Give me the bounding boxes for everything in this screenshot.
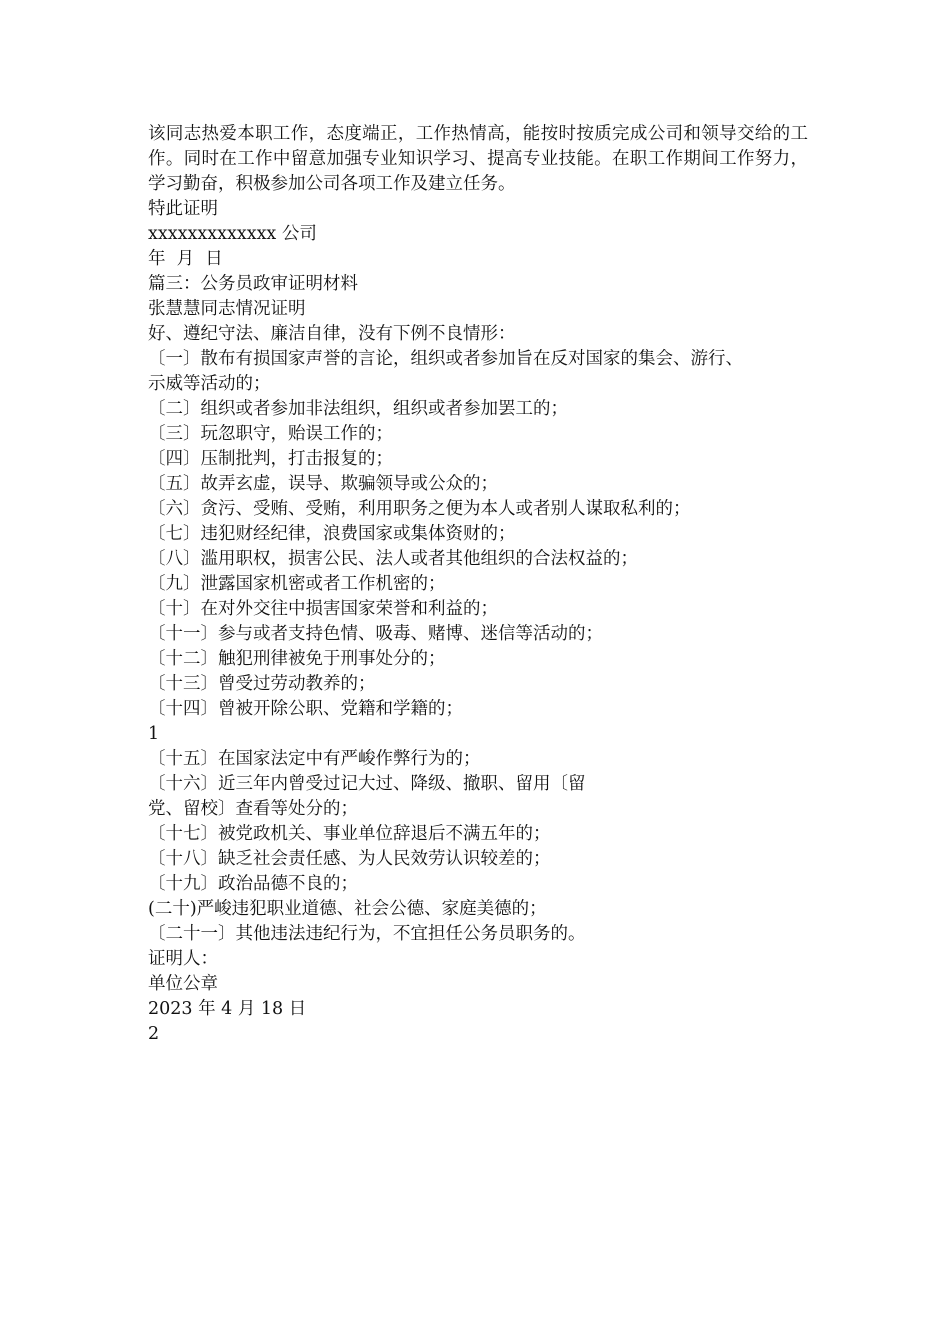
intro-paragraph: 该同志热爱本职工作，态度端正，工作热情高，能按时按质完成公司和领导交给的工作。同时在工作中留意加强专业知识学习、提高专业技能。在职工作期间工作努力，学习勤奋，积极参加公司各项工作及建立任务。 [148,124,808,194]
list-item: 〔六〕贪污、受贿、受贿，利用职务之便为本人或者别人谋取私利的； [148,499,691,519]
list-item: 〔十七〕被党政机关、事业单位辞退后不满五年的； [148,824,551,844]
list-item: 示威等活动的； [148,374,271,394]
seal-label: 单位公章 [148,974,218,994]
list-item: 〔二十一〕其他违法违纪行为，不宜担任公务员职务的。 [148,924,586,944]
list-item: 〔十六〕近三年内曾受过记大过、降级、撤职、留用〔留 [148,774,586,794]
company-name: xxxxxxxxxxxxx 公司 [148,224,317,244]
list-item: 〔十一〕参与或者支持色情、吸毒、赌博、迷信等活动的； [148,624,603,644]
list-item: 〔八〕滥用职权，损害公民、法人或者其他组织的合法权益的； [148,549,638,569]
subject-title: 张慧慧同志情况证明 [148,299,306,319]
list-item: 〔七〕违犯财经纪律，浪费国家或集体资财的； [148,524,516,544]
list-item: 〔三〕玩忽职守，贻误工作的； [148,424,393,444]
document-date: 2023 年 4 月 18 日 [148,999,307,1019]
list-item: 〔十三〕曾受过劳动教养的； [148,674,376,694]
closing-text: 特此证明 [148,199,218,219]
list-item: 〔十九〕政治品德不良的； [148,874,358,894]
document-page [148,122,808,1047]
lead-text: 好、遵纪守法、廉洁自律，没有下例不良情形： [148,324,516,344]
list-item: 〔十四〕曾被开除公职、党籍和学籍的； [148,699,463,719]
list-item: 〔十〕在对外交往中损害国家荣誉和利益的； [148,599,498,619]
page-number: 1 [148,724,160,744]
certifier-label: 证明人： [148,949,218,969]
list-item: 〔一〕散布有损国家声誉的言论，组织或者参加旨在反对国家的集会、游行、 [148,349,743,369]
list-item: (二十)严峻违犯职业道德、社会公德、家庭美德的； [148,899,547,919]
list-item: 〔五〕故弄玄虚，误导、欺骗领导或公众的； [148,474,498,494]
list-item: 党、留校〕查看等处分的； [148,799,358,819]
list-item: 〔十五〕在国家法定中有严峻作弊行为的； [148,749,481,769]
list-item: 〔二〕组织或者参加非法组织，组织或者参加罢工的； [148,399,568,419]
list-item: 〔九〕泄露国家机密或者工作机密的； [148,574,446,594]
list-item: 〔四〕压制批判，打击报复的； [148,449,393,469]
date-blank: 年 月 日 [148,249,223,269]
section-heading: 篇三：公务员政审证明材料 [148,274,358,294]
page-number: 2 [148,1024,160,1044]
list-item: 〔十八〕缺乏社会责任感、为人民效劳认识较差的； [148,849,551,869]
list-item: 〔十二〕触犯刑律被免于刑事处分的； [148,649,446,669]
